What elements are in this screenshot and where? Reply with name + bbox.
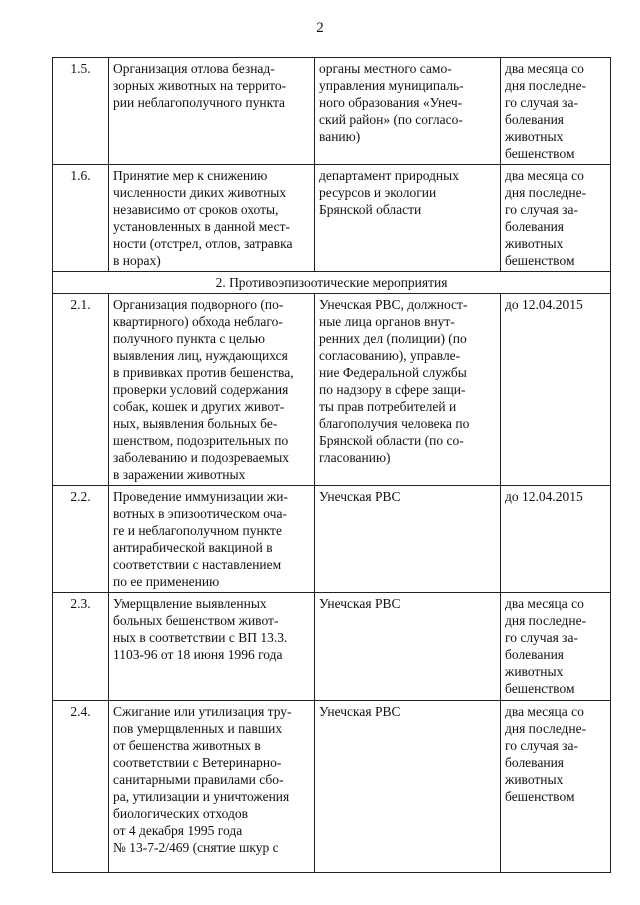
page-number: 2 [316, 20, 324, 36]
row-action: Принятие мер к снижению численности диких животных независимо от сроков охоты, установленных в данной мест- ности (отстрел, отлов, затравка в норах) [109, 165, 315, 272]
row-number: 1.5. [53, 58, 109, 165]
section-header-row [53, 272, 611, 294]
row-responsible: Унечская РВС [315, 593, 501, 701]
table-row [53, 486, 611, 593]
row-number: 2.4. [53, 701, 109, 873]
row-action: Организация подворного (по- квартирного) обхода неблаго- получного пункта с целью выявления лиц, нуждающихся в прививках против бешенства, проверки условий содержания собак, кошек и других живот- ных, выявления больных бе- шенством, подозрительных по заболеванию и подозреваемых в заражении животных [109, 294, 315, 486]
row-action: Проведение иммунизации жи- вотных в эпизоотическом оча- ге и неблагополучном пункте антирабической вакциной в соответствии с наставлением по ее применению [109, 486, 315, 593]
row-number: 2.2. [53, 486, 109, 593]
table-row [53, 701, 611, 873]
row-deadline: два месяца со дня последне- го случая за- болевания животных бешенством [501, 165, 611, 272]
row-responsible: органы местного само- управления муниципаль- ного образования «Унеч- ский район» (по согласо- ванию) [315, 58, 501, 165]
row-deadline: два месяца со дня последне- го случая за- болевания животных бешенством [501, 58, 611, 165]
row-responsible: Унечская РВС [315, 486, 501, 593]
table-row [53, 58, 611, 165]
row-deadline: до 12.04.2015 [501, 486, 611, 593]
row-deadline: два месяца со дня последне- го случая за- болевания животных бешенством [501, 593, 611, 701]
table-row [53, 593, 611, 701]
row-number: 2.3. [53, 593, 109, 701]
section-title: 2. Противоэпизоотические мероприятия [53, 272, 611, 294]
row-number: 1.6. [53, 165, 109, 272]
row-action: Организация отлова безнад- зорных животных на террито- рии неблагополучного пункта [109, 58, 315, 165]
row-action: Сжигание или утилизация тру- пов умерщвленных и павших от бешенства животных в соответствии с Ветеринарно- санитарными правилами сбо- ра, утилизации и уничтожения биологических отходов от 4 декабря 1995 года № 13-7-2/469 (снятие шкур с [109, 701, 315, 873]
measures-table [52, 57, 611, 873]
row-responsible: Унечская РВС [315, 701, 501, 873]
table-row [53, 294, 611, 486]
row-deadline: два месяца со дня последне- го случая за- болевания животных бешенством [501, 701, 611, 873]
row-responsible: департамент природных ресурсов и экологии Брянской области [315, 165, 501, 272]
row-action: Умерщвление выявленных больных бешенством живот- ных в соответствии с ВП 13.3. 1103-96 от 18 июня 1996 года [109, 593, 315, 701]
row-responsible: Унечская РВС, должност- ные лица органов внут- ренних дел (полиции) (по согласованию), управле- ние Федеральной службы по надзору в сфере защи- ты прав потребителей и благополучия человека по Брянской области (по со- гласованию) [315, 294, 501, 486]
row-number: 2.1. [53, 294, 109, 486]
table-row [53, 165, 611, 272]
row-deadline: до 12.04.2015 [501, 294, 611, 486]
